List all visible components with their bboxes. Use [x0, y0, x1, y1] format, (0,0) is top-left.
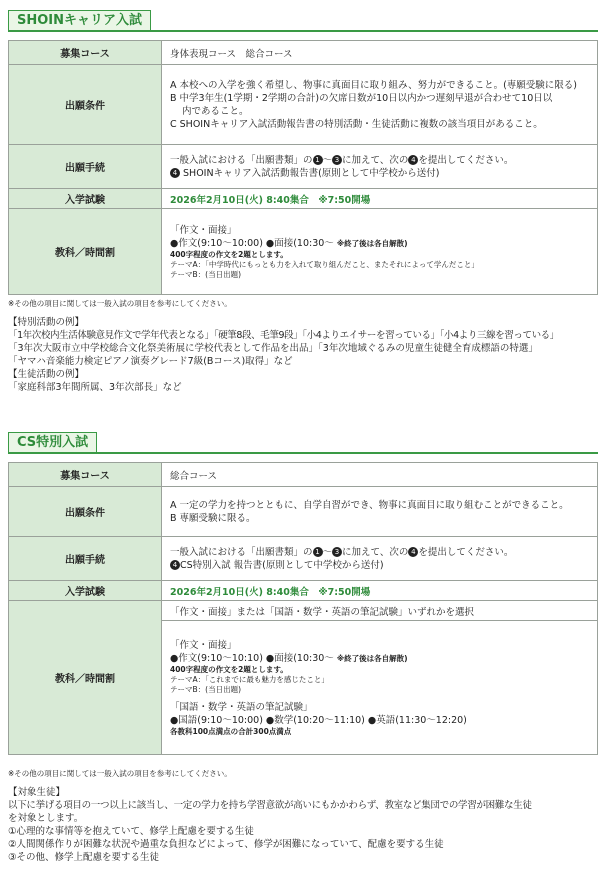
theme-b: テーマB：(当日出題)	[170, 269, 241, 279]
condition-b-cont: 内であること。	[182, 105, 249, 117]
condition-c: C SHOINキャリア入試活動報告書の特別活動・生徒活動に複数の該当項目があること。	[170, 118, 543, 130]
course-label: 募集コース	[9, 41, 162, 65]
circle-4-icon: 4	[408, 547, 418, 557]
condition-label: 出願条件	[9, 487, 162, 537]
circle-1-icon: 1	[313, 547, 323, 557]
target-line-1: 以下に挙げる項目の一つ以上に該当し、一定の学力を持ち学習意欲が高いにもかかわらず、教室など集団での学習が困難な生徒	[8, 800, 532, 811]
subject-value	[162, 621, 598, 755]
subject-label: 教科／時間割	[9, 601, 162, 755]
theme-a: テーマA：「これまでに最も魅力を感じたこと」	[170, 674, 329, 684]
dismiss-note: ※終了後は各自解散)	[336, 238, 408, 248]
shoin-table	[8, 40, 598, 295]
condition-a: A 本校への入学を強く希望し、物事に真面目に取り組み、努力ができること。(専願受験に限る)	[170, 79, 578, 91]
special-line-1: 「1年次校内生活体験意見作文で学年代表となる」「硬筆8段、毛筆9段」「小4よりエイサーを習っている」「小4より三線を習っている」	[8, 330, 559, 341]
exam-label: 入学試験	[9, 581, 162, 601]
procedure-text-4: を提出してください。	[418, 154, 514, 166]
circle-3-icon: 3	[332, 155, 342, 165]
subject-schedule: ●作文(9:10〜10:10) ●面接(10:30〜	[170, 652, 334, 664]
exam-date: 2026年2月10日(火) 8:40集合 ※7:50開場	[162, 581, 598, 601]
subject-schedule: ●作文(9:10〜10:00) ●面接(10:30〜	[170, 237, 334, 249]
dismiss-note: ※終了後は各自解散)	[336, 653, 408, 663]
target-item-2: ②人間関係作りが困難な状況や過重な負担などによって、修学が困難になっていて、配慮を要する生徒	[8, 839, 444, 850]
condition-b: B 中学3年生(1学期・2学期の合計)の欠席日数が10日以内かつ遅刻早退が合わせて10日以	[170, 92, 553, 104]
special-line-3: 「ヤマハ音楽能力検定ピアノ演奏グレード7級(Bコース)取得」など	[8, 356, 293, 367]
target-title: 【対象生徒】	[8, 787, 66, 798]
target-line-2: を対象とします。	[8, 813, 84, 824]
cs-note: ※その他の項目に関しては一般入試の項目を参考にしてください。	[8, 769, 232, 778]
procedure-text-3: に加えて、次の	[342, 546, 409, 558]
exam-date: 2026年2月10日(火) 8:40集合 ※7:50開場	[162, 189, 598, 209]
theme-a: テーマA：「中学時代にもっとも力を入れて取り組んだこと、またそれによって学んだこと」	[170, 259, 479, 269]
procedure-value	[162, 537, 598, 581]
condition-value	[162, 487, 598, 537]
circle-4-icon: 4	[170, 560, 180, 570]
student-line-1: 「家庭科部3年間所属、3年次部長」など	[8, 382, 182, 393]
shoin-section-title: SHOINキャリア入試	[8, 10, 151, 32]
procedure-text-2: 〜	[322, 546, 333, 558]
procedure-label: 出願手続	[9, 145, 162, 189]
condition-a: A 一定の学力を持つとともに、自学自習ができ、物事に真面目に取り組むことができること。	[170, 499, 569, 511]
target-item-3: ③その他、修学上配慮を要する生徒	[8, 852, 160, 863]
procedure-text-3: に加えて、次の	[342, 154, 409, 166]
circle-4-icon: 4	[170, 168, 180, 178]
subject-heading: 「作文・面接」	[170, 224, 237, 236]
shoin-note: ※その他の項目に関しては一般入試の項目を参考にしてください。	[8, 299, 232, 308]
condition-label: 出願条件	[9, 65, 162, 145]
shoin-section-header	[8, 10, 598, 32]
essay-note: 400字程度の作文を2題とします。	[170, 664, 288, 674]
course-label: 募集コース	[9, 463, 162, 487]
procedure-text-4: を提出してください。	[418, 546, 514, 558]
procedure-label: 出願手続	[9, 537, 162, 581]
exam-label: 入学試験	[9, 189, 162, 209]
course-value: 総合コース	[162, 463, 598, 487]
procedure-text-1: 一般入試における「出願書類」の	[170, 154, 313, 166]
divider	[8, 30, 598, 32]
subject-select: 「作文・面接」または「国語・数学・英語の筆記試験」いずれかを選択	[162, 601, 598, 621]
cs-section-header	[8, 432, 598, 454]
cs-table	[8, 462, 598, 755]
subject-label: 教科／時間割	[9, 209, 162, 295]
condition-value	[162, 65, 598, 145]
score-note: 各教科100点満点の合計300点満点	[170, 726, 292, 736]
procedure-text-1: 一般入試における「出願書類」の	[170, 546, 313, 558]
procedure-value	[162, 145, 598, 189]
procedure-text-2: 〜	[322, 154, 333, 166]
target-item-1: ①心理的な事情等を抱えていて、修学上配慮を要する生徒	[8, 826, 254, 837]
circle-4-icon: 4	[408, 155, 418, 165]
subject-value	[162, 209, 598, 295]
circle-1-icon: 1	[313, 155, 323, 165]
special-line-2: 「3年次大阪市立中学校総合文化祭美術展に学校代表として作品を出品」「3年次地域ぐるみの児童生徒健全育成標語の特選」	[8, 343, 538, 354]
subject-heading: 「作文・面接」	[170, 639, 237, 651]
student-title: 【生徒活動の例】	[8, 369, 85, 380]
condition-b: B 専願受験に限る。	[170, 512, 256, 524]
divider	[8, 452, 598, 454]
special-title: 【特別活動の例】	[8, 317, 85, 328]
written-heading: 「国語・数学・英語の筆記試験」	[170, 701, 313, 713]
theme-b: テーマB：(当日出題)	[170, 684, 241, 694]
special-activities	[8, 316, 598, 394]
target-students	[8, 786, 598, 864]
circle-3-icon: 3	[332, 547, 342, 557]
procedure-report: CS特別入試 報告書(原則として中学校から送付)	[180, 559, 384, 571]
cs-section-title: CS特別入試	[8, 432, 97, 454]
essay-note: 400字程度の作文を2題とします。	[170, 249, 288, 259]
course-value: 身体表現コース 総合コース	[162, 41, 598, 65]
procedure-report: SHOINキャリア入試活動報告書(原則として中学校から送付)	[183, 167, 440, 179]
written-schedule: ●国語(9:10〜10:00) ●数学(10:20〜11:10) ●英語(11:30〜12:20)	[170, 714, 467, 726]
